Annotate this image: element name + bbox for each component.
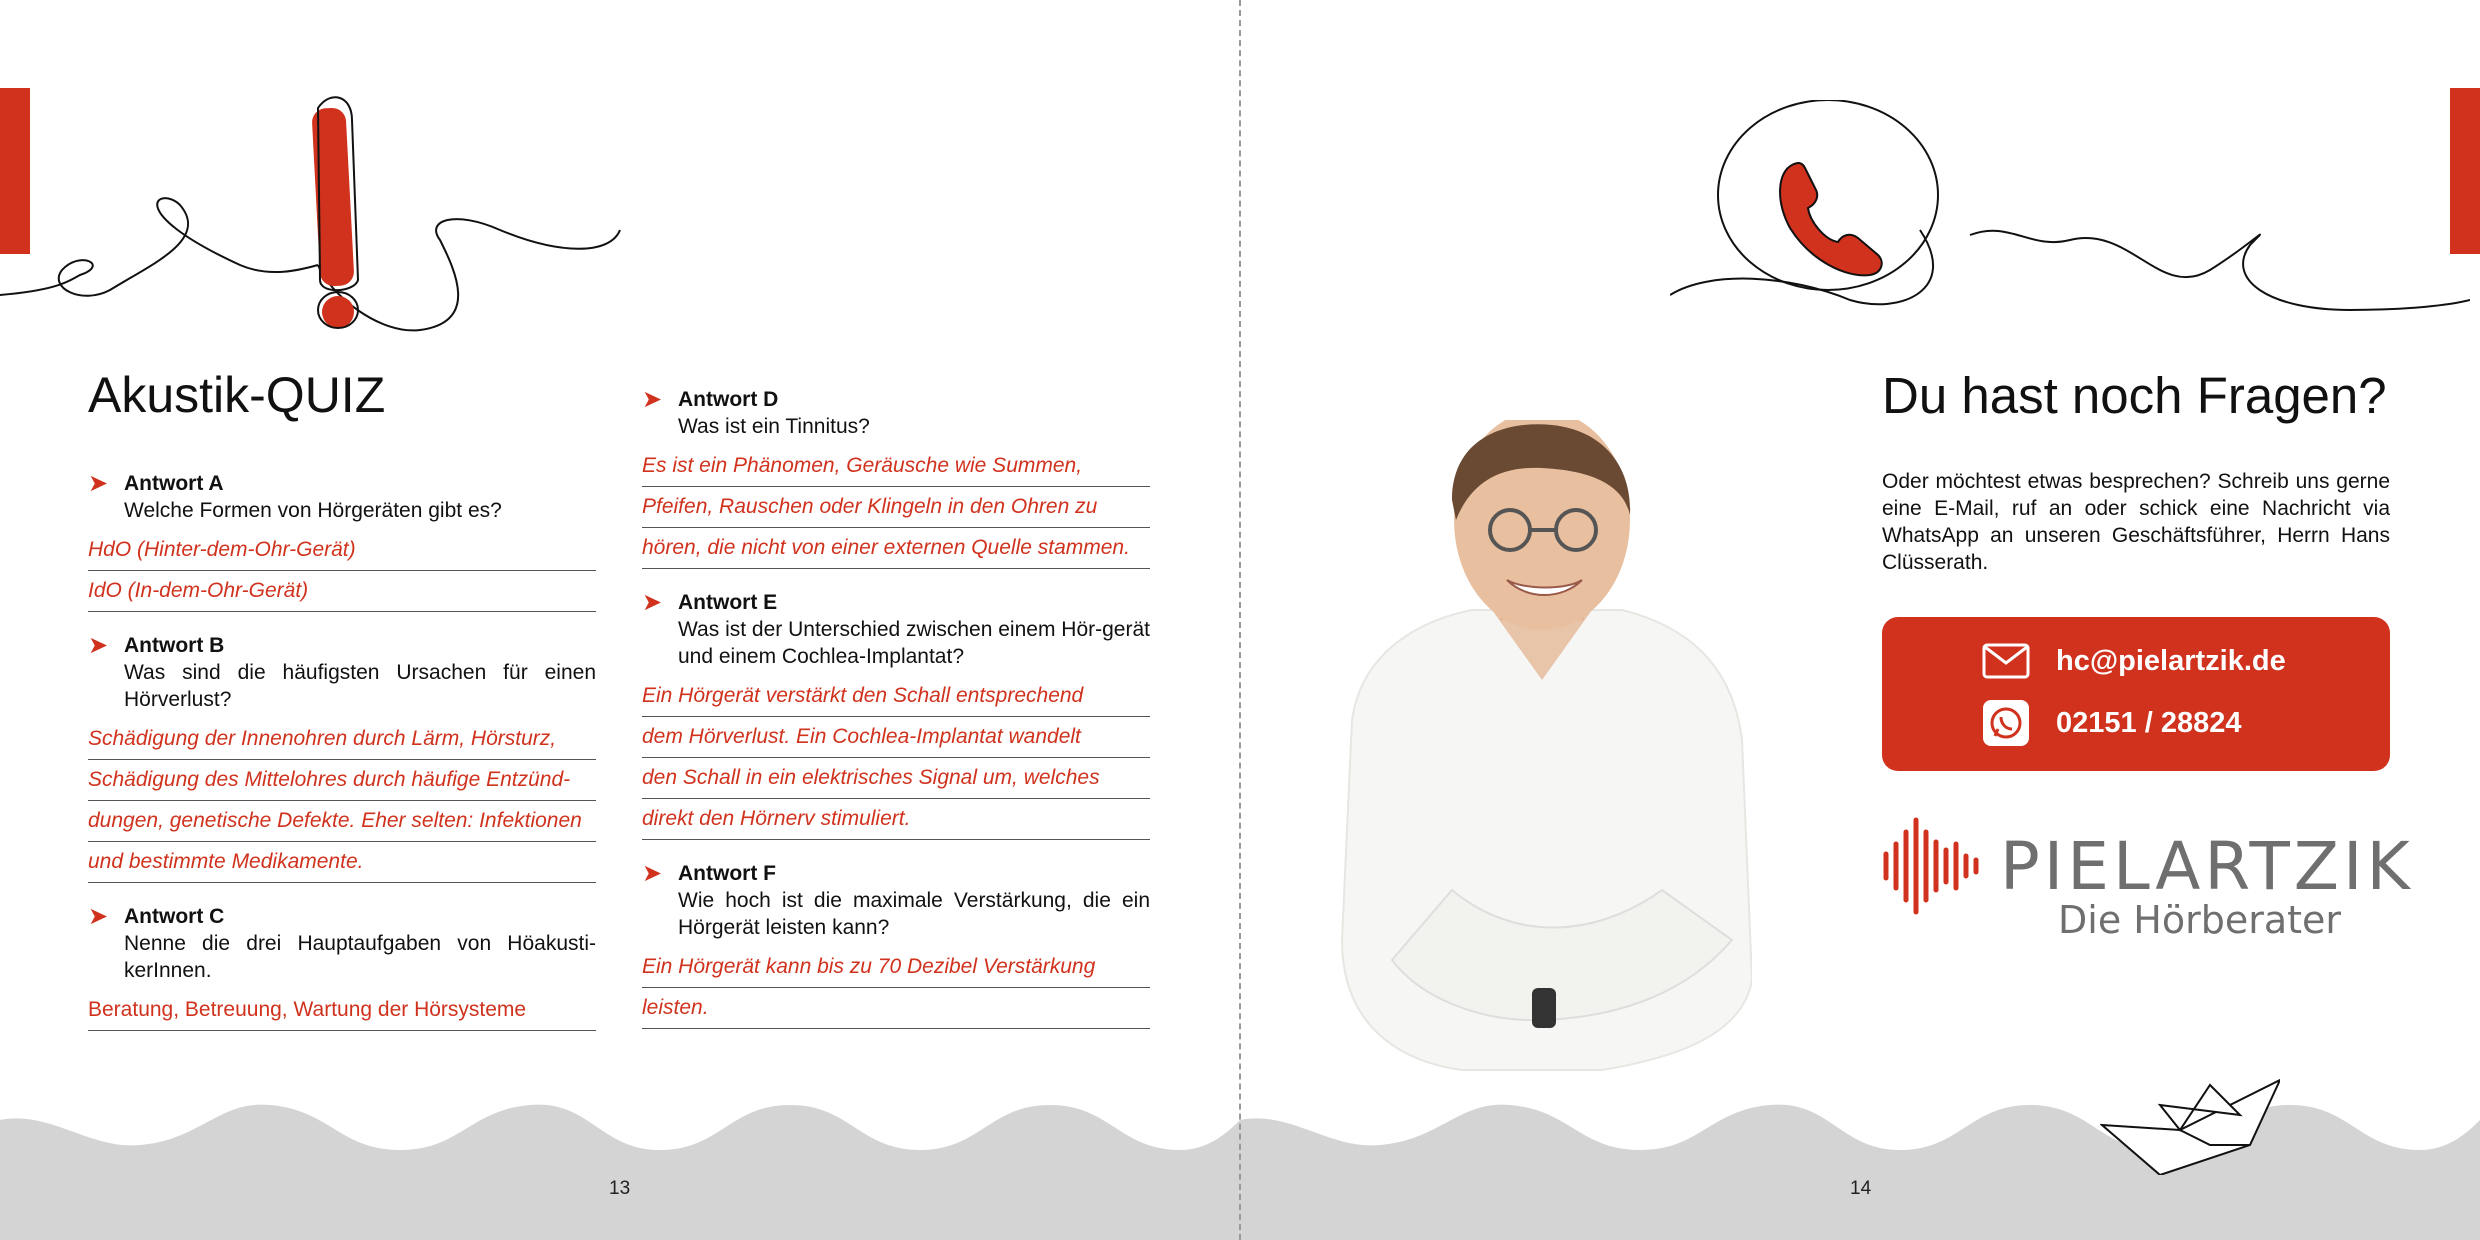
question-text: Was ist der Unterschied zwischen einem Hör-gerät und einem Cochlea-Implantat? (678, 618, 1150, 668)
question-text: Nenne die drei Hauptaufgaben von Höakusti-kerInnen. (124, 932, 596, 982)
phone-row[interactable] (1982, 699, 2241, 747)
soundwave-logo-icon (1882, 814, 1986, 918)
answer-line: und bestimmte Medikamente. (88, 842, 596, 883)
answer-lines (642, 947, 1150, 1029)
email-address[interactable]: hc@pielartzik.de (2056, 644, 2286, 677)
question-text: Was ist ein Tinnitus? (678, 415, 870, 438)
quiz-item (88, 470, 596, 524)
portrait-photo (1332, 420, 1752, 1160)
answer-label: Antwort A (124, 472, 224, 495)
paper-boat-icon (2100, 1075, 2280, 1175)
quiz-item (642, 386, 1150, 440)
question-text: Wie hoch ist die maximale Verstärkung, die ein Hörgerät leisten kann? (678, 889, 1150, 939)
whatsapp-icon (1982, 699, 2030, 747)
answer-label: Antwort F (678, 862, 776, 885)
quiz-column-2 (642, 386, 1150, 1049)
quiz-item (88, 903, 596, 984)
arrow-icon: ➤ (88, 903, 109, 930)
exclamation-icon (0, 90, 630, 340)
answer-line: IdO (In-dem-Ohr-Gerät) (88, 571, 596, 612)
answer-line: dem Hörverlust. Ein Cochlea-Implantat wandelt (642, 717, 1150, 758)
phone-icon (1670, 100, 2470, 340)
answer-line: HdO (Hinter-dem-Ohr-Gerät) (88, 530, 596, 571)
answer-label: Antwort D (678, 388, 779, 411)
answer-label: Antwort B (124, 634, 225, 657)
arrow-icon: ➤ (642, 589, 663, 616)
help-intro: Oder möchtest etwas besprechen? Schreib uns gerne eine E-Mail, ruf an oder schick eine Nachricht via WhatsApp an unseren Geschäftsführer, Herrn Hans Clüsserath. (1882, 470, 2390, 574)
answer-line: den Schall in ein elektrisches Signal um, welches (642, 758, 1150, 799)
answer-line: Ein Hörgerät kann bis zu 70 Dezibel Verstärkung (642, 947, 1150, 988)
help-title: Du hast noch Fragen? (1882, 367, 2387, 424)
question-text: Welche Formen von Hörgeräten gibt es? (124, 499, 502, 522)
answer-line: hören, die nicht von einer externen Quelle stammen. (642, 528, 1150, 569)
wave-decoration (1240, 1090, 2480, 1240)
answer-line: Schädigung der Innenohren durch Lärm, Hörsturz, (88, 719, 596, 760)
phone-number[interactable]: 02151 / 28824 (2056, 706, 2242, 739)
page-gutter (1239, 0, 1241, 1240)
brand-name: PIELARTZIK (2000, 828, 2414, 905)
answer-lines (88, 990, 596, 1031)
wave-decoration (0, 1090, 1240, 1240)
arrow-icon: ➤ (88, 632, 109, 659)
email-row[interactable] (1982, 637, 2286, 685)
page-number: 13 (609, 1178, 631, 1199)
contact-box (1882, 617, 2390, 771)
quiz-item (642, 589, 1150, 670)
page-number: 14 (1850, 1178, 1872, 1199)
answer-lines (642, 676, 1150, 840)
quiz-column-1 (88, 470, 596, 1051)
quiz-title: Akustik-QUIZ (88, 367, 386, 423)
answer-line: leisten. (642, 988, 1150, 1029)
answer-lines (642, 446, 1150, 569)
right-page (1240, 0, 2480, 1240)
answer-line: Pfeifen, Rauschen oder Klingeln in den Ohren zu (642, 487, 1150, 528)
answer-lines (88, 530, 596, 612)
brand-logo (1882, 812, 2414, 952)
answer-line: dungen, genetische Defekte. Eher selten: Infektionen (88, 801, 596, 842)
brand-tagline: Die Hörberater (2058, 898, 2342, 942)
answer-line: Es ist ein Phänomen, Geräusche wie Summen, (642, 446, 1150, 487)
quiz-item (642, 860, 1150, 941)
answer-line: Ein Hörgerät verstärkt den Schall entsprechend (642, 676, 1150, 717)
answer-line: direkt den Hörnerv stimuliert. (642, 799, 1150, 840)
arrow-icon: ➤ (88, 470, 109, 497)
question-text: Was sind die häufigsten Ursachen für einen Hörverlust? (124, 661, 596, 711)
answer-line: Schädigung des Mittelohres durch häufige Entzünd- (88, 760, 596, 801)
arrow-icon: ➤ (642, 860, 663, 887)
quiz-item (88, 632, 596, 713)
answer-label: Antwort C (124, 905, 225, 928)
arrow-icon: ➤ (642, 386, 663, 413)
mail-icon (1982, 637, 2030, 685)
answer-lines (88, 719, 596, 883)
answer-label: Antwort E (678, 591, 778, 614)
answer-line: Beratung, Betreuung, Wartung der Hörsysteme (88, 990, 596, 1031)
